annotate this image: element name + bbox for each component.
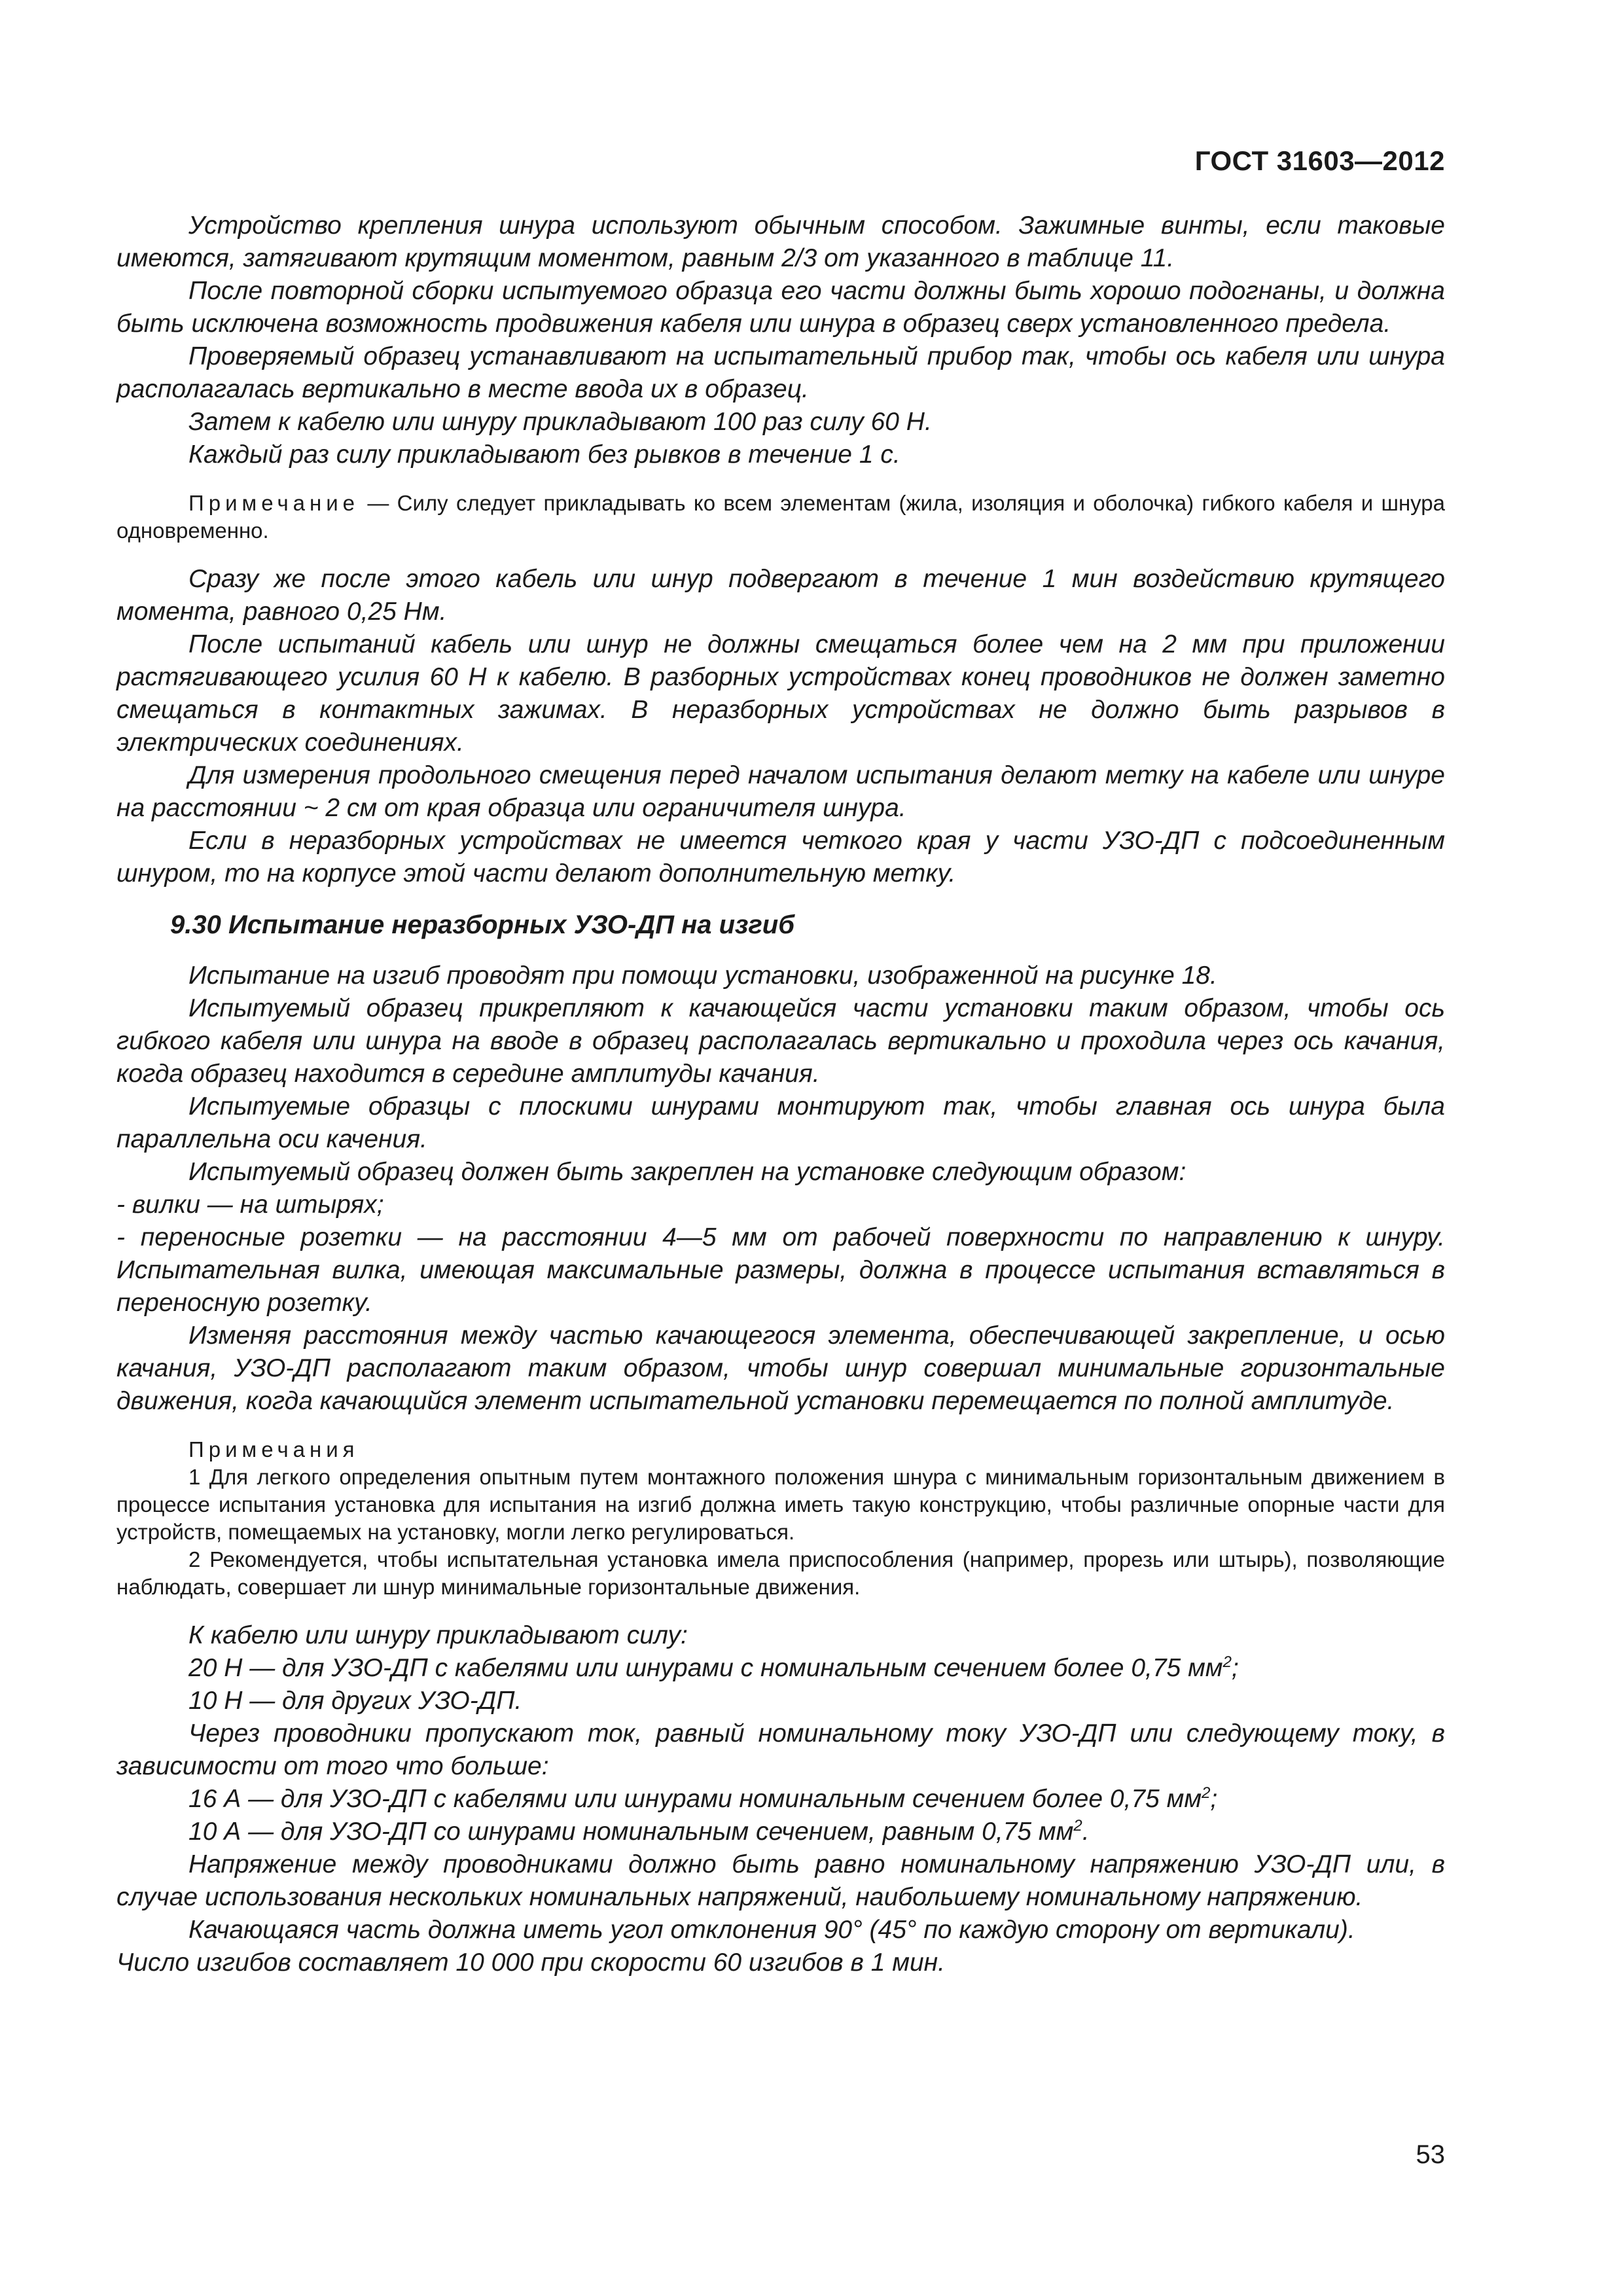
paragraph: Через проводники пропускают ток, равный номинальному току УЗО-ДП или следующему току, в зависимости от того что больше:: [116, 1719, 1445, 1780]
paragraph: К кабелю или шнуру прикладывают силу:: [188, 1621, 688, 1649]
list-item: - переносные розетки — на расстоянии 4—5 мм от рабочей поверхности по направлению к шнуру. Испытательная вилка, имеющая максимальные размеры, должна в процессе испытания вставляться в переносную розетку.: [116, 1223, 1445, 1317]
note-text: — Силу следует прикладывать ко всем элементам (жила, изоляция и оболочка) гибкого кабеля и шнура одновременно.: [116, 491, 1445, 543]
paragraph: Число изгибов составляет 10 000 при скорости 60 изгибов в 1 мин.: [116, 1948, 945, 1977]
paragraph: Изменяя расстояния между частью качающегося элемента, обеспечивающей закрепление, и осью качания, УЗО-ДП располагают таким образом, чтобы шнур совершал минимальные горизонтальные движения, когда качающийся элемент испытательной установки перемещается по полной амплитуде.: [116, 1321, 1445, 1415]
paragraph: Испытуемый образец прикрепляют к качающейся части установки таким образом, чтобы ось гибкого кабеля или шнура на вводе в образец располагалась вертикально и проходила через ось качания, когда образец находится в середине амплитуды качания.: [116, 994, 1445, 1088]
paragraph: Каждый раз силу прикладывают без рывков в течение 1 с.: [188, 440, 901, 469]
document-code: ГОСТ 31603—2012: [1194, 145, 1445, 176]
paragraph: 20 Н — для УЗО-ДП с кабелями или шнурами с номинальным сечением более 0,75 $мм^2$;: [188, 1653, 1239, 1682]
paragraph: 16 А — для УЗО-ДП с кабелями или шнурами номинальным сечением более 0,75 $мм^2$;: [188, 1784, 1218, 1813]
paragraph: Сразу же после этого кабель или шнур подвергают в течение 1 мин воздействию крутящего момента, равного 0,25 Нм.: [116, 565, 1445, 626]
notes-label: Примечания: [188, 1437, 359, 1462]
note-block: [116, 490, 1445, 545]
note-label: Примечание: [188, 491, 360, 515]
page-content: [116, 209, 1445, 1979]
paragraph: Затем к кабелю или шнуру прикладывают 100 раз силу 60 Н.: [188, 408, 932, 436]
paragraph: Испытание на изгиб проводят при помощи установки, изображенной на рисунке 18.: [188, 961, 1217, 990]
paragraph: 10 Н — для других УЗО-ДП.: [188, 1687, 522, 1715]
note-item: 2 Рекомендуется, чтобы испытательная установка имела приспособления (например, прорезь или штырь), позволяющие наблюдать, совершает ли шнур минимальные горизонтальные движения.: [116, 1547, 1445, 1599]
list-item: - вилки — на штырях;: [116, 1191, 384, 1219]
paragraph: Качающаяся часть должна иметь угол отклонения 90° (45° по каждую сторону от вертикали).: [188, 1916, 1355, 1944]
paragraph: Испытуемые образцы с плоскими шнурами монтируют так, чтобы главная ось шнура была параллельна оси качения.: [116, 1092, 1445, 1153]
paragraph: Напряжение между проводниками должно быть равно номинальному напряжению УЗО-ДП или, в случае использования нескольких номинальных напряжений, наибольшему номинальному напряжению.: [116, 1850, 1445, 1911]
paragraph: Испытуемый образец должен быть закреплен на установке следующим образом:: [188, 1158, 1186, 1186]
paragraph: Устройство крепления шнура используют обычным способом. Зажимные винты, если таковые имеются, затягивают крутящим моментом, равным 2/3 от указанного в таблице 11.: [116, 211, 1445, 272]
paragraph: 10 А — для УЗО-ДП со шнурами номинальным сечением, равным 0,75 $мм^2$.: [188, 1817, 1090, 1846]
note-item: 1 Для легкого определения опытным путем монтажного положения шнура с минимальным горизонтальным движением в процессе испытания установка для испытания на изгиб должна иметь такую конструкцию, чтобы различные опорные части для устройств, помещаемых на установку, могли легко регулироваться.: [116, 1465, 1445, 1544]
paragraph: После повторной сборки испытуемого образца его части должны быть хорошо подогнаны, и должна быть исключена возможность продвижения кабеля или шнура в образец сверх установленного предела.: [116, 277, 1445, 338]
paragraph: Если в неразборных устройствах не имеется четкого края у части УЗО-ДП с подсоединенным шнуром, то на корпусе этой части делают дополнительную метку.: [116, 827, 1445, 888]
paragraph: Проверяемый образец устанавливают на испытательный прибор так, чтобы ось кабеля или шнура располагалась вертикально в месте ввода их в образец.: [116, 342, 1445, 403]
page-number: 53: [1416, 2140, 1445, 2169]
section-heading: 9.30 Испытание неразборных УЗО-ДП на изгиб: [170, 910, 795, 939]
paragraph: После испытаний кабель или шнур не должны смещаться более чем на 2 мм при приложении растягивающего усилия 60 Н к кабелю. В разборных устройствах конец проводников не должен заметно смещаться в контактных зажимах. В неразборных устройствах не должно быть разрывов в электрических соединениях.: [116, 630, 1445, 757]
paragraph: Для измерения продольного смещения перед началом испытания делают метку на кабеле или шнуре на расстоянии ~ 2 см от края образца или ограничителя шнура.: [116, 761, 1445, 822]
